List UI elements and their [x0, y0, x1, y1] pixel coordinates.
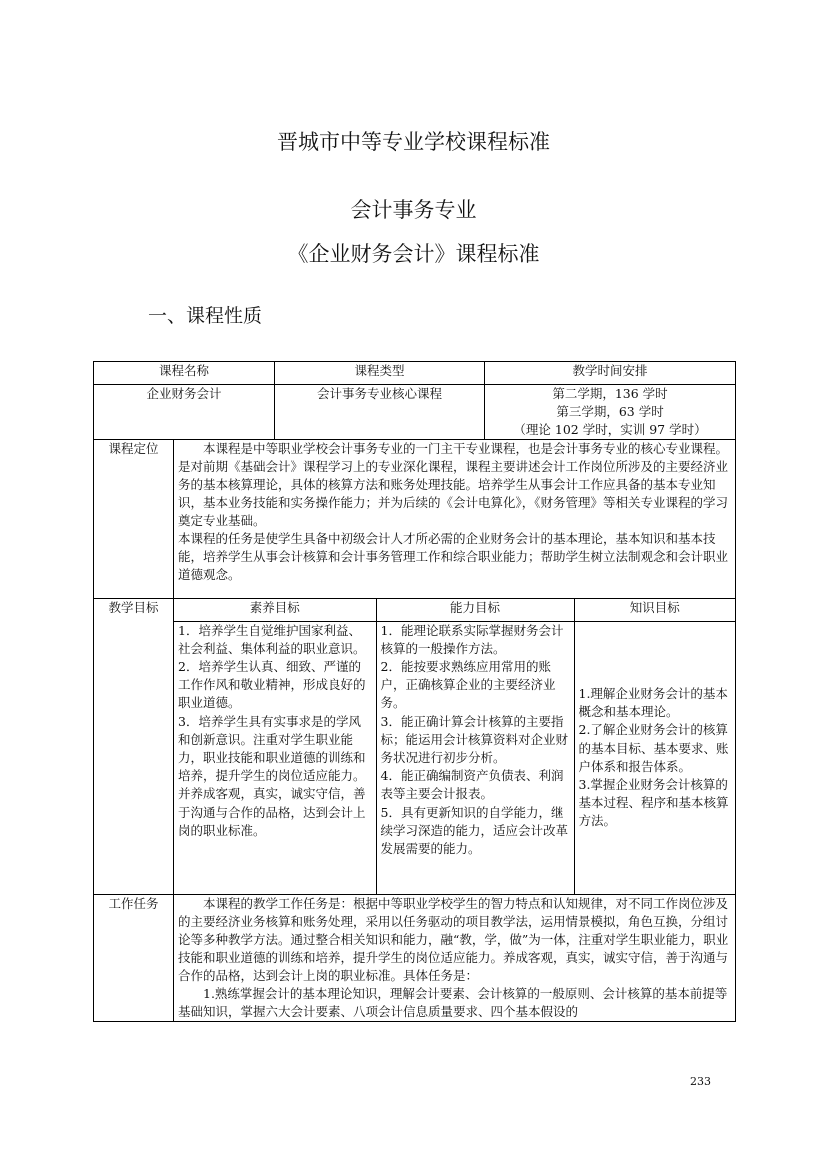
course-info-row: [94, 385, 736, 440]
schedule-line: 第三学期，63 学时: [556, 404, 664, 419]
goals-row: [94, 599, 736, 895]
course-standard-title: 《企业财务会计》课程标准: [287, 242, 540, 266]
schedule-cell: [485, 385, 736, 440]
course-type: 会计事务专业核心课程: [275, 385, 485, 440]
tasks-paragraph: 本课程的教学工作任务是：根据中等职业学校学生的智力特点和认知规律，对不同工作岗位涉及的主要经济业务核算和账务处理，采用以任务驱动的项目教学法，运用情景模拟，角色互换，分组讨论等多种教学方法。通过整合相关知识和能力，融“教，学，做”为一体，注重对学生职业能力，职业技能和职业道德的训练和培养，提升学生的岗位适应能力。养成客观，真实，诚实守信，善于沟通与合作的品格，达到会计上岗的职业标准。具体任务是：: [178, 896, 729, 983]
positioning-paragraph: 本课程的任务是使学生具备中初级会计人才所必需的企业财务会计的基本理论，基本知识和基本技能，培养学生从事会计核算和会计事务管理工作和综合职业能力；帮助学生树立法制观念和会计职业道德观念。: [178, 531, 729, 582]
document-title: 晋城市中等专业学校课程标准: [277, 130, 550, 154]
tasks-label: 工作任务: [94, 895, 174, 1022]
table-header-row: [94, 362, 736, 385]
section-heading: 一、课程性质: [148, 305, 263, 327]
goals-table: [174, 599, 735, 894]
list-item: 3．培养学生具有实事求是的学风和创新意识。注重对学生职业能力，职业技能和职业道德的训练和培养，提升学生的岗位适应能力。并养成客观，真实，诚实守信，善于沟通与合作的品格，达到会计上岗的职业标准。: [178, 713, 366, 838]
ability-goals: [376, 621, 574, 894]
list-item: 3．能正确计算会计核算的主要指标；能运用会计核算资料对企业财务状况进行初步分析。: [380, 713, 569, 765]
major-title: 会计事务专业: [350, 198, 477, 222]
header-course-type: 课程类型: [275, 362, 485, 385]
knowledge-goals-header: 知识目标: [574, 599, 735, 621]
goals-content-row: [174, 621, 735, 894]
course-table: [93, 361, 736, 1022]
positioning-paragraph: 本课程是中等职业学校会计事务专业的一门主干专业课程，也是会计事务专业的核心专业课程。是对前期《基础会计》课程学习上的专业深化课程，课程主要讲述会计工作岗位所涉及的主要经济业务的基本核算理论，具体的核算方法和账务处理技能。培养学生从事会计工作应具备的基本专业知识，基本业务技能和实务操作能力；并为后续的《会计电算化》，《财务管理》等相关专业课程的学习奠定专业基础。: [178, 441, 729, 528]
quality-goals: [174, 621, 376, 894]
tasks-content: [174, 895, 736, 1022]
goals-header-row: [174, 599, 735, 621]
header-schedule: 教学时间安排: [485, 362, 736, 385]
goals-label: 教学目标: [94, 599, 174, 895]
positioning-content: [174, 440, 736, 599]
list-item: 1．培养学生自觉维护国家利益、社会利益、集体利益的职业意识。: [178, 622, 366, 656]
list-item: 2.了解企业财务会计的核算的基本目标、基本要求、账户体系和报告体系。: [578, 722, 729, 774]
course-name: 企业财务会计: [94, 385, 275, 440]
tasks-paragraph: 1.熟练掌握会计的基本理论知识，理解会计要素、会计核算的一般原则、会计核算的基本前提等基础知识，掌握六大会计要素、八项会计信息质量要求、四个基本假设的: [178, 986, 728, 1019]
list-item: 2．能按要求熟练应用常用的账户，正确核算企业的主要经济业务。: [380, 658, 556, 711]
list-item: 1.理解企业财务会计的基本概念和基本理论。: [578, 685, 728, 720]
list-item: 5．具有更新知识的自学能力，继续学习深造的能力，适应会计改革发展需要的能力。: [380, 804, 569, 856]
knowledge-goals: [574, 621, 735, 894]
ability-goals-header: 能力目标: [376, 599, 574, 621]
schedule-line: 第二学期，136 学时: [552, 386, 668, 401]
list-item: 4．能正确编制资产负债表、利润表等主要会计报表。: [380, 768, 564, 802]
header-course-name: 课程名称: [94, 362, 275, 385]
positioning-label: 课程定位: [94, 440, 174, 599]
tasks-row: [94, 895, 736, 1022]
schedule-line: （理论 102 学时，实训 97 学时）: [513, 422, 707, 437]
page-number: 233: [690, 1075, 711, 1088]
list-item: 3.掌握企业财务会计核算的基本过程、程序和基本核算方法。: [578, 776, 729, 829]
list-item: 2．培养学生认真、细致、严谨的工作作风和敬业精神，形成良好的职业道德。: [178, 658, 366, 711]
list-item: 1．能理论联系实际掌握财务会计核算的一般操作方法。: [380, 622, 564, 656]
quality-goals-header: 素养目标: [174, 599, 376, 621]
positioning-row: [94, 440, 736, 599]
